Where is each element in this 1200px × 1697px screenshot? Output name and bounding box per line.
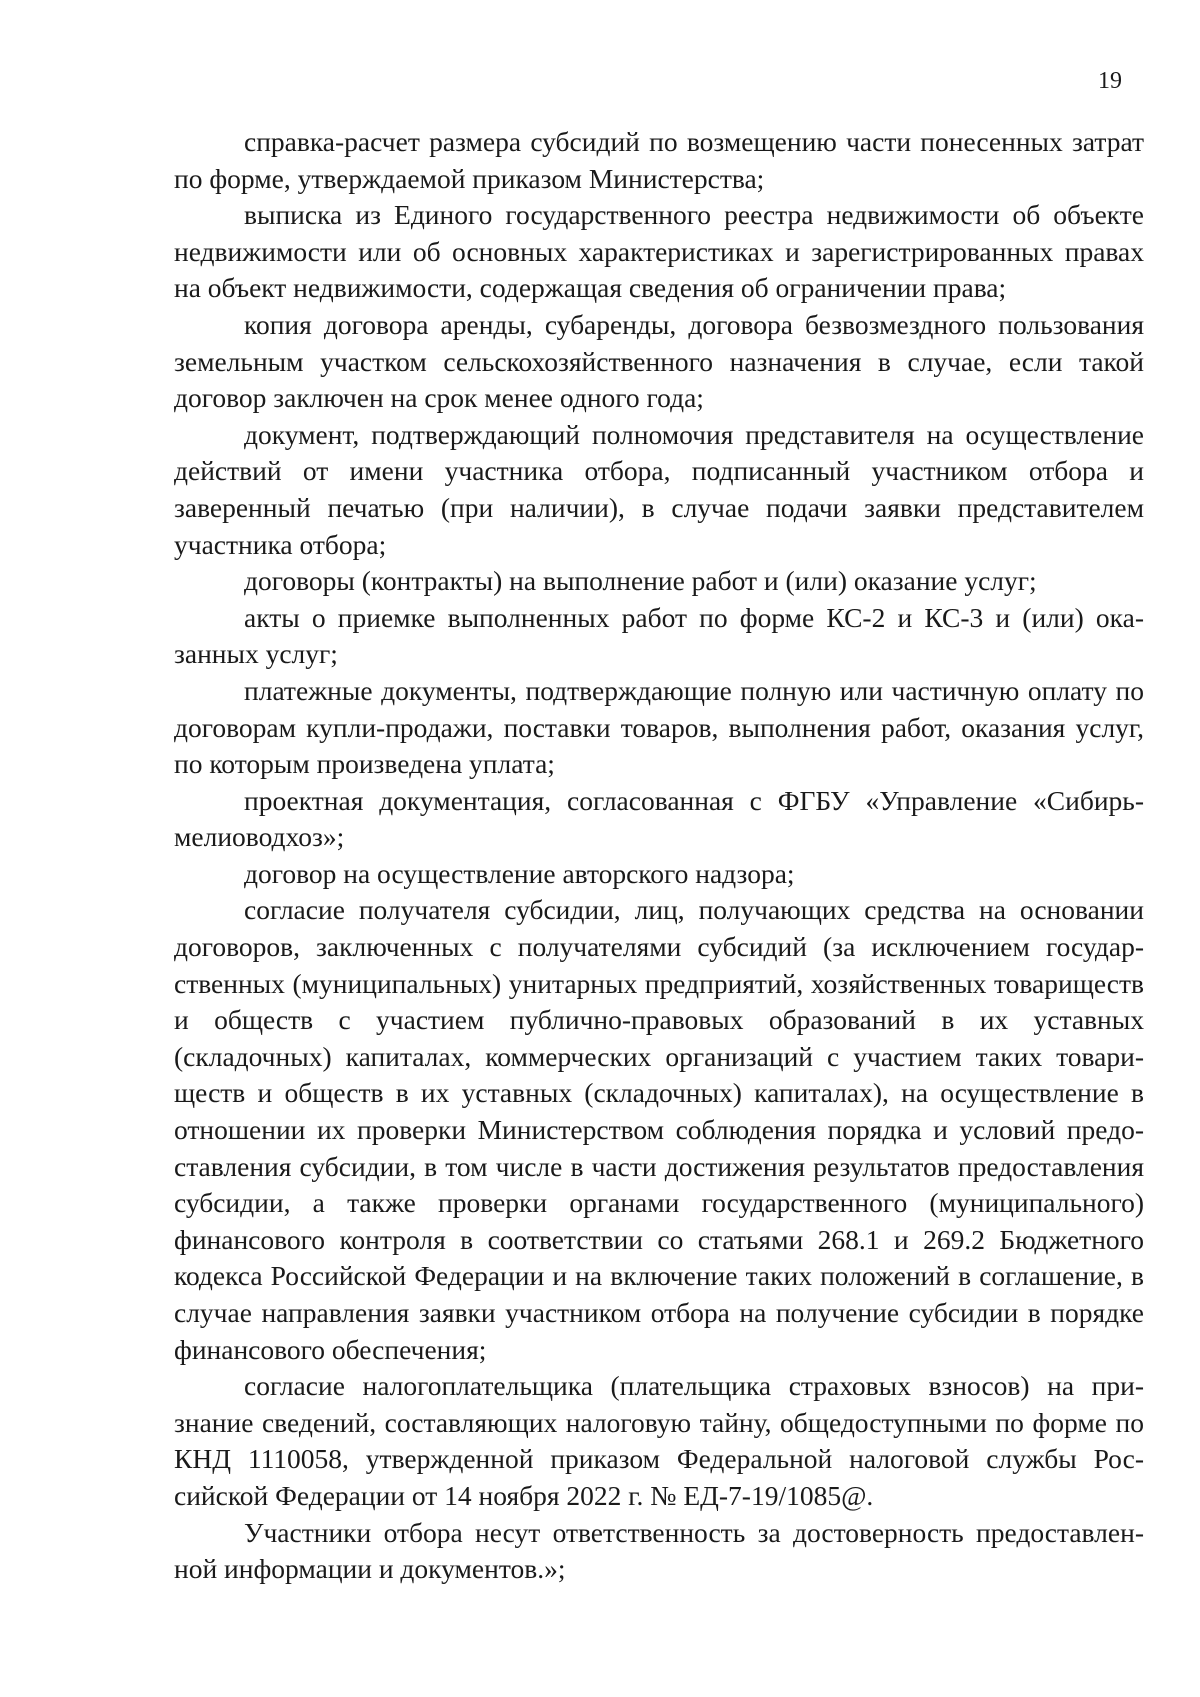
paragraph-recipient-consent: согласие получателя субсидии, лиц, получающих средства на основании договоров, заключенных с получателями субсидий (за исключением государственных (муниципальных) унитарных предприятий, хозяйственных товариществ и обществ с участием публично-правовых образований в их уставных (складочных) капиталах, коммерческих организаций с участием таких товариществ и обществ в их уставных (складочных) капиталах), на осуществление в отношении их проверки Министерством соблюдения порядка и условий предоставления субсидии, в том числе в части достижения результатов предоставления субсидии, а также проверки органами государственного (муниципального) финансового контроля в соответствии со статьями 268.1 и 269.2 Бюджетного кодекса Российской Федерации и на включение таких положений в соглашение, в случае направления заявки участником отбора на получение субсидии в порядке финансового обеспечения; — [174, 894, 1144, 1365]
document-body — [174, 124, 1144, 1588]
paragraph-project-documentation: проектная документация, согласованная с ФГБУ «Управление «Сибирьмелиоводхоз»; — [174, 784, 1144, 853]
paragraph-payment-documents: платежные документы, подтверждающие полную или частичную оплату по договорам купли-продажи, поставки товаров, выполнения работ, оказания услуг, по которым произведена уплата; — [174, 674, 1144, 780]
page-number: 19 — [1098, 68, 1122, 94]
paragraph-work-contracts: договоры (контракты) на выполнение работ и (или) оказание услуг; — [244, 565, 1037, 597]
paragraph-lease-copy: копия договора аренды, субаренды, договора безвозмездного пользования земельным участком сельскохозяйственного назначения в случае, если такой договор заключен на срок менее одного года; — [174, 308, 1144, 414]
paragraph-representative-authority: документ, подтверждающий полномочия представителя на осуществление действий от имени участника отбора, подписанный участником отбора и заверенный печатью (при наличии), в случае подачи заявки представителем участника отбора; — [174, 418, 1144, 560]
paragraph-egrn-extract: выписка из Единого государственного реестра недвижимости об объекте недвижимости или об основных характеристиках и зарегистрированных правах на объект недвижимости, содержащая сведения об ограничении права; — [174, 199, 1144, 304]
paragraph-acceptance-acts: акты о приемке выполненных работ по форме КС-2 и КС-3 и (или) оказанных услуг; — [174, 601, 1144, 670]
paragraph-responsibility: Участники отбора несут ответственность за достоверность предоставленной информации и документов.»; — [174, 1516, 1144, 1585]
paragraph-subsidy-calculation: справка-расчет размера субсидий по возмещению части понесенных затрат по форме, утверждаемой приказом Министерства; — [174, 126, 1144, 194]
paragraph-taxpayer-consent: согласие налогоплательщика (плательщика страховых взносов) на признание сведений, составляющих налоговую тайну, общедоступными по форме по КНД 1110058, утвержденной приказом Федеральной налоговой службы Российской Федерации от 14 ноября 2022 г. № ЕД-7-19/1085@. — [174, 1370, 1144, 1511]
paragraph-supervision-contract: договор на осуществление авторского надзора; — [244, 857, 795, 889]
